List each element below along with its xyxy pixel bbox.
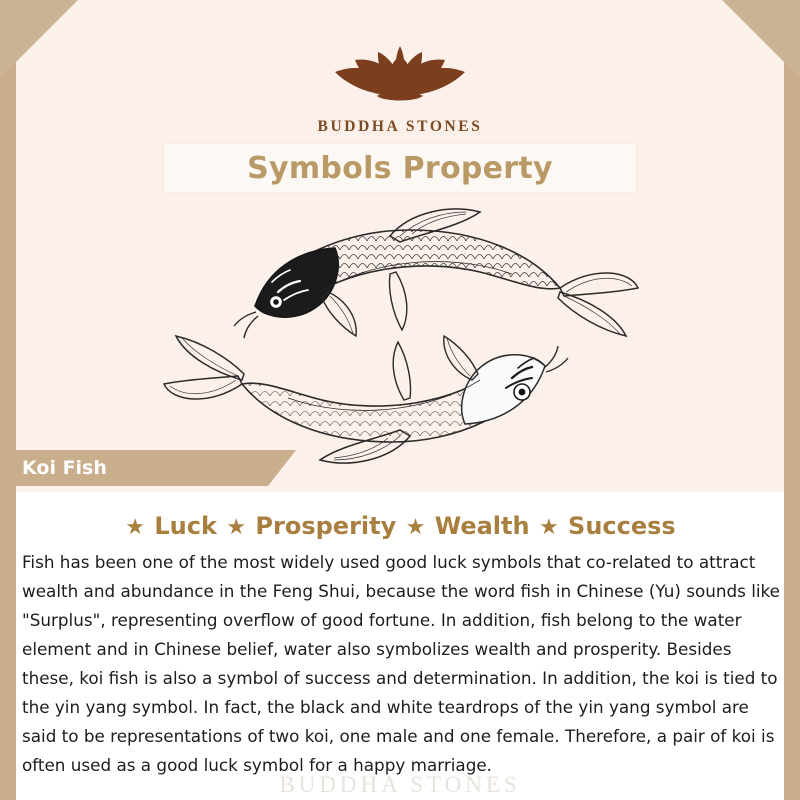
description-paragraph: Fish has been one of the most widely used good luck symbols that co-related to attract wealth and abundance in the Feng Shui, because the word fish in Chinese (Yu) sounds like "Surplus", representing overflow of good fortune. In addition, fish belong to the water element and in Chinese belief, water also symbolizes wealth and prosperity. Besides these, koi fish is also a symbol of success and determination. In addition, the koi is tied to the yin yang symbol. In fact, the black and white teardrops of the yin yang symbol are said to be representations of two koi, one male and one female. Therefore, a pair of koi is often used as a good luck symbol for a happy marriage. [22, 552, 780, 775]
keyword-wealth: Wealth [434, 512, 530, 540]
keyword-luck: Luck [154, 512, 217, 540]
lotus-meditation-icon [315, 22, 485, 114]
keyword-success: Success [568, 512, 676, 540]
section-label: Koi Fish [22, 457, 107, 479]
page-title: Symbols Property [247, 150, 553, 186]
brand-logo [0, 22, 800, 136]
koi-lower [164, 336, 568, 463]
brand-watermark: BUDDHA STONES [279, 772, 521, 797]
star-icon: ★ [125, 515, 146, 540]
section-label-banner [0, 450, 268, 486]
star-icon: ★ [226, 515, 247, 540]
keywords-row [0, 512, 800, 540]
keyword-prosperity: Prosperity [255, 512, 397, 540]
star-icon: ★ [538, 515, 559, 540]
title-bar [164, 144, 636, 192]
koi-fish-illustration [160, 196, 640, 476]
koi-upper [234, 209, 638, 338]
brand-name: BUDDHA STONES [317, 118, 483, 135]
star-icon: ★ [405, 515, 426, 540]
